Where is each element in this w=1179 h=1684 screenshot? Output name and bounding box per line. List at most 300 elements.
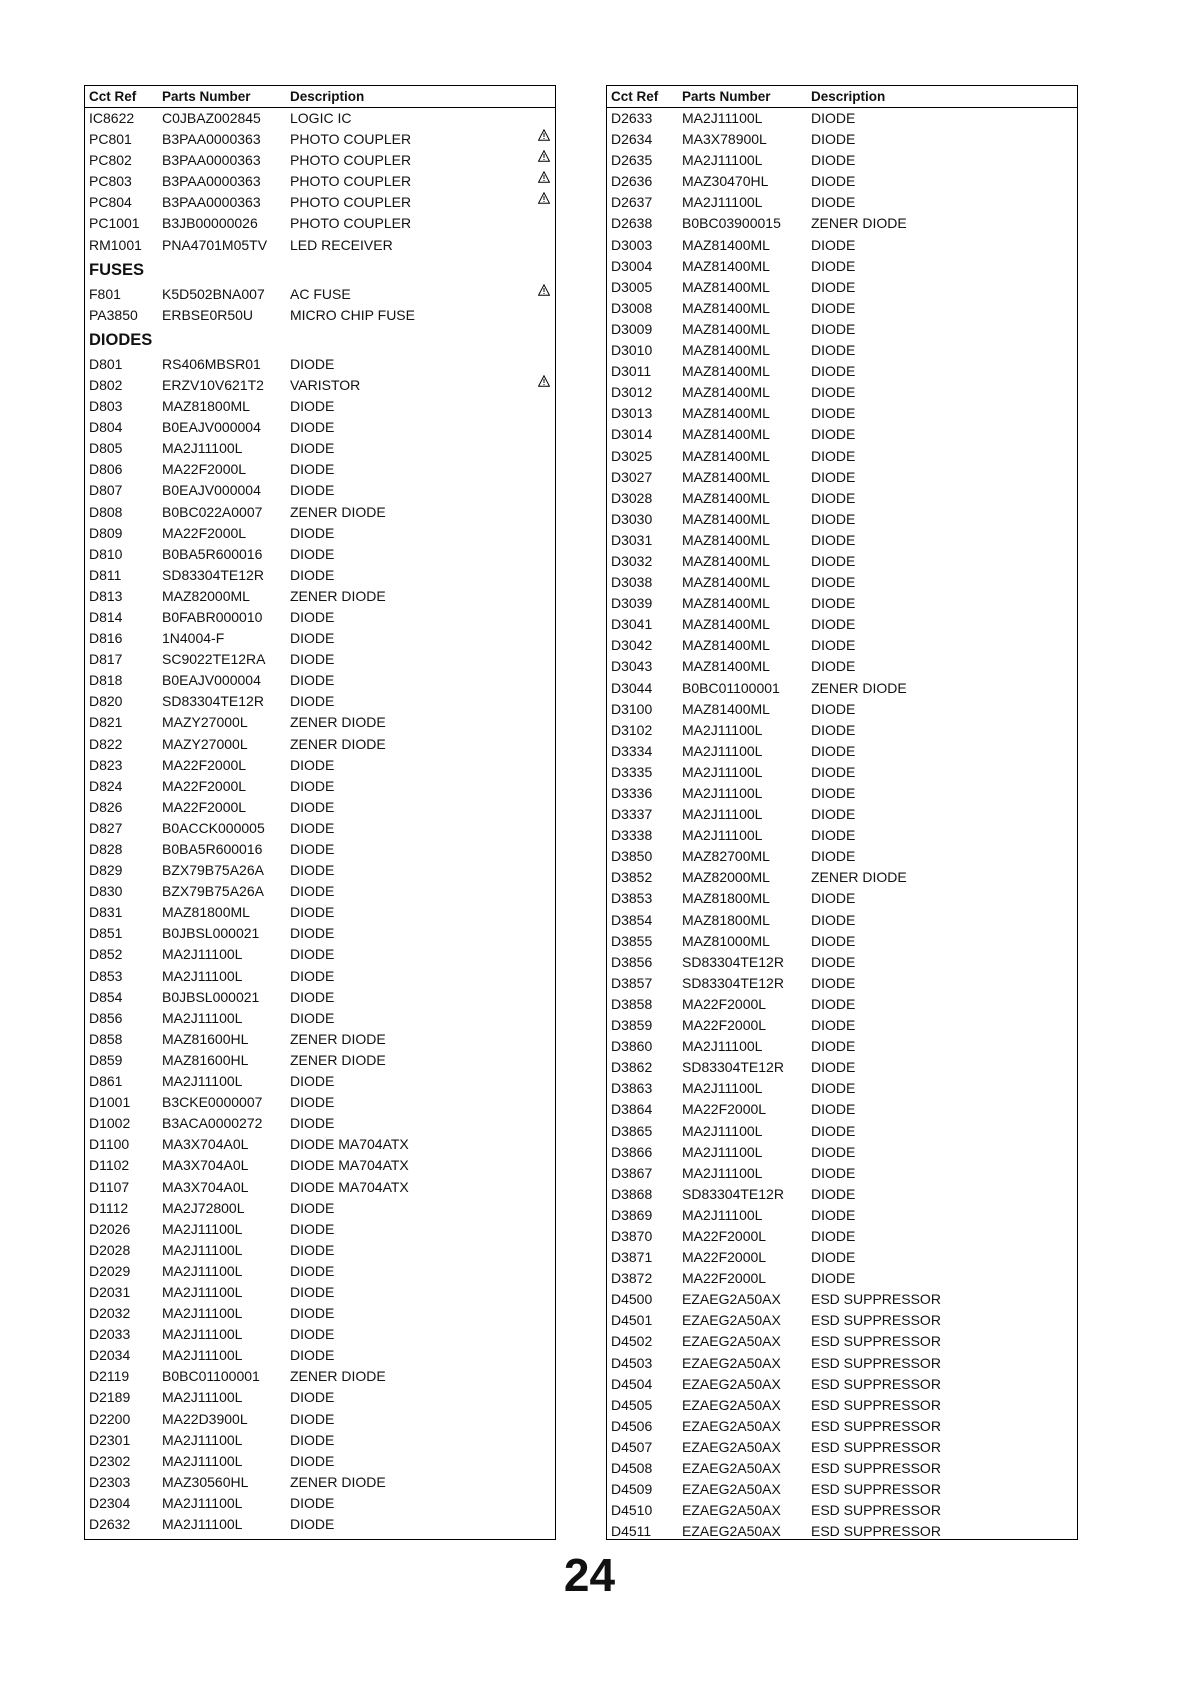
description-cell: LED RECEIVER bbox=[290, 236, 393, 253]
parts-number-cell: MA2J11100L bbox=[682, 806, 763, 823]
description-cell: DIODE bbox=[811, 384, 856, 401]
cct-ref-cell: D3041 bbox=[611, 616, 653, 633]
table-row bbox=[607, 741, 1077, 762]
description-cell: DIODE bbox=[290, 1283, 335, 1300]
parts-number-cell: B3PAA0000363 bbox=[162, 152, 261, 169]
table-row bbox=[85, 1092, 555, 1113]
cct-ref-cell: D2637 bbox=[611, 194, 653, 211]
table-row bbox=[607, 867, 1077, 888]
table-row bbox=[607, 1521, 1077, 1542]
table-row bbox=[607, 1036, 1077, 1057]
cct-ref-cell: D3004 bbox=[611, 257, 653, 274]
table-row bbox=[607, 1416, 1077, 1437]
parts-number-cell: MA2J11100L bbox=[162, 1431, 243, 1448]
parts-number-cell: MA3X78900L bbox=[682, 131, 767, 148]
cct-ref-cell: D820 bbox=[89, 693, 123, 710]
parts-number-cell: MA2J11100L bbox=[162, 1494, 243, 1511]
table-row bbox=[85, 860, 555, 881]
parts-number-cell: B0JBSL000021 bbox=[162, 925, 260, 942]
parts-number-cell: MA2J11100L bbox=[162, 1326, 243, 1343]
table-row bbox=[607, 614, 1077, 635]
description-cell: ZENER DIODE bbox=[290, 714, 386, 731]
parts-number-cell: BZX79B75A26A bbox=[162, 862, 264, 879]
table-row bbox=[607, 994, 1077, 1015]
parts-number-cell: MAZ81400ML bbox=[682, 278, 770, 295]
table-row bbox=[85, 755, 555, 776]
cct-ref-cell: D827 bbox=[89, 819, 123, 836]
cct-ref-cell: D859 bbox=[89, 1051, 123, 1068]
table-row bbox=[607, 403, 1077, 424]
description-cell: DIODE bbox=[811, 173, 856, 190]
parts-number-cell: MA2J11100L bbox=[162, 1009, 243, 1026]
description-cell: DIODE bbox=[811, 299, 856, 316]
cct-ref-cell: D3867 bbox=[611, 1164, 653, 1181]
description-cell: DIODE bbox=[290, 355, 335, 372]
table-row bbox=[85, 839, 555, 860]
parts-number-cell: B0EAJV000004 bbox=[162, 672, 261, 689]
description-cell: DIODE bbox=[811, 278, 856, 295]
cct-ref-cell: D829 bbox=[89, 862, 123, 879]
parts-number-cell: MA2J72800L bbox=[162, 1199, 245, 1216]
table-row bbox=[607, 910, 1077, 931]
table-row bbox=[85, 1493, 555, 1514]
cct-ref-cell: D2632 bbox=[89, 1516, 131, 1532]
cct-ref-cell: D3100 bbox=[611, 700, 653, 717]
parts-number-cell: EZAEG2A50AX bbox=[682, 1523, 781, 1540]
cct-ref-cell: D2119 bbox=[89, 1368, 130, 1385]
parts-number-cell: 1N4004-F bbox=[162, 630, 225, 647]
cct-ref-cell: D3852 bbox=[611, 869, 653, 886]
description-cell: VARISTOR bbox=[290, 376, 361, 393]
parts-number-cell: SD83304TE12R bbox=[682, 1185, 784, 1202]
description-cell: DIODE bbox=[811, 426, 856, 443]
table-row bbox=[607, 1479, 1077, 1500]
table-row bbox=[85, 1050, 555, 1071]
table-row bbox=[607, 762, 1077, 783]
parts-number-cell: EZAEG2A50AX bbox=[682, 1396, 781, 1413]
description-cell: DIODE bbox=[290, 756, 335, 773]
cct-ref-cell: D2634 bbox=[611, 131, 653, 148]
description-cell: DIODE bbox=[811, 1270, 856, 1287]
description-cell: DIODE bbox=[811, 363, 856, 380]
cct-ref-cell: D3030 bbox=[611, 510, 653, 527]
parts-number-cell: MA2J11100L bbox=[682, 110, 763, 126]
section-heading: DIODES bbox=[89, 330, 153, 349]
parts-number-cell: MA2J11100L bbox=[162, 1516, 243, 1532]
parts-number-cell: EZAEG2A50AX bbox=[682, 1312, 781, 1329]
parts-number-cell: MA2J11100L bbox=[162, 1220, 243, 1237]
parts-number-cell: MA2J11100L bbox=[682, 1080, 763, 1097]
parts-number-cell: MA22F2000L bbox=[162, 461, 247, 478]
table-row bbox=[607, 361, 1077, 382]
description-cell: DIODE bbox=[290, 904, 335, 921]
parts-number-cell: MA2J11100L bbox=[162, 946, 243, 963]
table-row bbox=[85, 305, 555, 326]
cct-ref-cell: PC804 bbox=[89, 194, 132, 211]
table-row bbox=[85, 1113, 555, 1134]
description-cell: DIODE bbox=[811, 1164, 856, 1181]
parts-number-cell: MA22F2000L bbox=[682, 995, 767, 1012]
parts-number-cell: MAZ81400ML bbox=[682, 468, 770, 485]
cct-ref-cell: D3042 bbox=[611, 637, 653, 654]
table-row bbox=[85, 1387, 555, 1408]
parts-number-cell: MA3X704A0L bbox=[162, 1157, 249, 1174]
description-cell: ZENER DIODE bbox=[290, 735, 386, 752]
table-row bbox=[85, 1198, 555, 1219]
cct-ref-cell: D3855 bbox=[611, 932, 653, 949]
cct-ref-cell: D3337 bbox=[611, 806, 653, 823]
description-cell: DIODE bbox=[811, 785, 856, 801]
description-cell: DIODE bbox=[290, 862, 335, 879]
table-row bbox=[85, 1409, 555, 1430]
description-cell: DIODE bbox=[811, 468, 856, 485]
description-cell: DIODE bbox=[290, 566, 335, 583]
cct-ref-cell: D3863 bbox=[611, 1080, 653, 1097]
parts-number-cell: MAZ81400ML bbox=[682, 616, 770, 633]
parts-number-cell: MA2J11100L bbox=[162, 440, 243, 457]
parts-number-cell: MA2J11100L bbox=[162, 1305, 243, 1322]
cct-ref-cell: D3025 bbox=[611, 447, 653, 464]
table-row bbox=[607, 192, 1077, 213]
cct-ref-cell: D811 bbox=[89, 566, 122, 583]
table-row bbox=[85, 1177, 555, 1198]
parts-number-cell: MAZ30470HL bbox=[682, 173, 769, 190]
cct-ref-cell: D4502 bbox=[611, 1333, 653, 1350]
parts-number-cell: ERBSE0R50U bbox=[162, 306, 254, 323]
cct-ref-cell: D814 bbox=[89, 608, 123, 625]
cct-ref-cell: D824 bbox=[89, 777, 123, 794]
cct-ref-cell: D801 bbox=[89, 355, 123, 372]
description-cell: DIODE bbox=[811, 194, 856, 211]
table-row bbox=[607, 1142, 1077, 1163]
description-cell: DIODE bbox=[811, 595, 856, 612]
table-row bbox=[607, 235, 1077, 256]
table-row bbox=[85, 712, 555, 733]
description-cell: ESD SUPPRESSOR bbox=[811, 1460, 941, 1476]
cct-ref-cell: D3859 bbox=[611, 1017, 653, 1034]
cct-ref-cell: D809 bbox=[89, 524, 123, 541]
cct-ref-cell: D3857 bbox=[611, 974, 653, 991]
table-row bbox=[607, 635, 1077, 656]
description-cell: DIODE bbox=[290, 1199, 335, 1216]
table-row bbox=[85, 691, 555, 712]
parts-number-cell: B0FABR000010 bbox=[162, 608, 263, 625]
cct-ref-cell: D2026 bbox=[89, 1220, 131, 1237]
cct-ref-cell: D3860 bbox=[611, 1038, 653, 1055]
description-cell: DIODE bbox=[811, 1249, 856, 1266]
table-row bbox=[85, 607, 555, 628]
parts-number-cell: K5D502BNA007 bbox=[162, 285, 265, 302]
cct-ref-cell: D805 bbox=[89, 440, 123, 457]
description-cell: DIODE bbox=[290, 630, 335, 647]
description-cell: DIODE bbox=[290, 672, 335, 689]
parts-number-cell: MAZ82000ML bbox=[682, 869, 770, 886]
description-cell: DIODE bbox=[811, 1017, 856, 1034]
parts-number-cell: MA2J11100L bbox=[162, 1389, 243, 1406]
parts-number-cell: EZAEG2A50AX bbox=[682, 1375, 781, 1392]
parts-number-cell: MA22D3900L bbox=[162, 1410, 248, 1427]
description-cell: DIODE bbox=[811, 658, 856, 675]
cct-ref-cell: D2031 bbox=[89, 1283, 131, 1300]
cct-ref-cell: D3027 bbox=[611, 468, 653, 485]
description-cell: DIODE bbox=[811, 1185, 856, 1202]
parts-number-cell: SD83304TE12R bbox=[682, 953, 784, 970]
cct-ref-cell: D828 bbox=[89, 841, 123, 857]
cct-ref-cell: D1002 bbox=[89, 1115, 131, 1132]
cct-ref-cell: D3335 bbox=[611, 763, 653, 780]
description-cell: DIODE bbox=[290, 798, 335, 815]
parts-number-cell: MA3X704A0L bbox=[162, 1178, 249, 1195]
table-row bbox=[85, 586, 555, 607]
description-cell: DIODE bbox=[811, 742, 856, 759]
parts-number-cell: MA2J11100L bbox=[162, 1283, 243, 1300]
table-row bbox=[85, 150, 555, 171]
parts-number-cell: MAZ81400ML bbox=[682, 447, 770, 464]
description-cell: ESD SUPPRESSOR bbox=[811, 1481, 941, 1498]
cct-ref-cell: D3870 bbox=[611, 1227, 653, 1244]
table-row bbox=[607, 1121, 1077, 1142]
table-row bbox=[85, 628, 555, 649]
cct-ref-cell: PC801 bbox=[89, 131, 132, 148]
safety-warning-icon bbox=[538, 150, 550, 162]
description-cell: ZENER DIODE bbox=[290, 1368, 386, 1385]
parts-number-cell: MAZ30560HL bbox=[162, 1473, 249, 1490]
table-row bbox=[607, 1331, 1077, 1352]
parts-number-cell: MA22F2000L bbox=[682, 1270, 767, 1287]
cct-ref-cell: D3102 bbox=[611, 721, 653, 738]
description-cell: ZENER DIODE bbox=[290, 503, 386, 520]
parts-number-cell: MA2J11100L bbox=[162, 1347, 243, 1364]
parts-number-cell: C0JBAZ002845 bbox=[162, 110, 261, 126]
parts-number-cell: MAZ81400ML bbox=[682, 236, 770, 253]
parts-number-cell: EZAEG2A50AX bbox=[682, 1502, 781, 1519]
cct-ref-cell: D831 bbox=[89, 904, 123, 921]
description-cell: DIODE bbox=[811, 1101, 856, 1118]
table-row bbox=[85, 734, 555, 755]
description-cell: ZENER DIODE bbox=[811, 869, 907, 886]
left-table-header bbox=[85, 86, 555, 108]
description-cell: DIODE bbox=[290, 608, 335, 625]
parts-number-cell: MA2J11100L bbox=[162, 1262, 243, 1279]
parts-number-cell: MAZ81400ML bbox=[682, 531, 770, 548]
description-cell: PHOTO COUPLER bbox=[290, 215, 412, 232]
cct-ref-cell: D2304 bbox=[89, 1494, 131, 1511]
description-cell: DIODE bbox=[811, 1122, 856, 1139]
left-parts-table bbox=[84, 85, 556, 1540]
parts-number-cell: MAZ81400ML bbox=[682, 574, 770, 591]
description-cell: DIODE bbox=[290, 419, 335, 436]
table-row bbox=[607, 1437, 1077, 1458]
cct-ref-cell: D804 bbox=[89, 419, 123, 436]
table-row bbox=[85, 438, 555, 459]
cct-ref-cell: D2638 bbox=[611, 215, 653, 232]
table-row bbox=[85, 1029, 555, 1050]
table-row bbox=[85, 354, 555, 375]
table-row bbox=[607, 1458, 1077, 1479]
parts-number-cell: EZAEG2A50AX bbox=[682, 1481, 781, 1498]
description-cell: ESD SUPPRESSOR bbox=[811, 1396, 941, 1413]
table-row bbox=[85, 1324, 555, 1345]
parts-number-cell: B3PAA0000363 bbox=[162, 173, 261, 190]
parts-number-cell: B0ACCK000005 bbox=[162, 819, 265, 836]
cct-ref-cell: D816 bbox=[89, 630, 123, 647]
description-cell: DIODE bbox=[811, 1143, 856, 1160]
description-header: Description bbox=[290, 89, 365, 104]
description-cell: ZENER DIODE bbox=[290, 587, 386, 604]
parts-number-cell: RS406MBSR01 bbox=[162, 355, 261, 372]
parts-number-cell: MAZ81400ML bbox=[682, 510, 770, 527]
parts-number-cell: B0BC03900015 bbox=[682, 215, 781, 232]
parts-number-cell: MA2J11100L bbox=[682, 1122, 763, 1139]
parts-number-cell: MAZ81400ML bbox=[682, 426, 770, 443]
parts-number-cell: SD83304TE12R bbox=[162, 693, 264, 710]
cct-ref-cell: D813 bbox=[89, 587, 123, 604]
table-row bbox=[607, 298, 1077, 319]
description-cell: DIODE bbox=[811, 257, 856, 274]
description-cell: ESD SUPPRESSOR bbox=[811, 1291, 941, 1308]
table-row bbox=[607, 551, 1077, 572]
cct-ref-cell: D3039 bbox=[611, 595, 653, 612]
cct-ref-cell: D3865 bbox=[611, 1122, 653, 1139]
parts-number-cell: MAZ81400ML bbox=[682, 320, 770, 337]
parts-number-cell: MA2J11100L bbox=[682, 742, 763, 759]
cct-ref-cell: D2303 bbox=[89, 1473, 131, 1490]
parts-number-cell: MAZY27000L bbox=[162, 714, 248, 731]
description-cell: ZENER DIODE bbox=[811, 679, 907, 696]
description-cell: DIODE bbox=[811, 131, 856, 148]
parts-number-cell: EZAEG2A50AX bbox=[682, 1438, 781, 1455]
description-cell: DIODE bbox=[811, 616, 856, 633]
cct-ref-cell: D4504 bbox=[611, 1375, 653, 1392]
parts-number-cell: MA22F2000L bbox=[682, 1101, 767, 1118]
cct-ref-cell: D810 bbox=[89, 545, 123, 562]
description-header: Description bbox=[811, 89, 886, 104]
parts-number-cell: MA2J11100L bbox=[682, 152, 763, 169]
cct-ref-cell: D2029 bbox=[89, 1262, 131, 1279]
table-row bbox=[85, 881, 555, 902]
table-row bbox=[85, 235, 555, 256]
description-cell: DIODE bbox=[290, 693, 335, 710]
parts-number-cell: B3PAA0000363 bbox=[162, 194, 261, 211]
table-row bbox=[607, 1078, 1077, 1099]
table-row bbox=[85, 1071, 555, 1092]
parts-number-cell: MA2J11100L bbox=[682, 1206, 763, 1223]
parts-number-cell: MA3X704A0L bbox=[162, 1136, 249, 1153]
parts-number-cell: SC9022TE12RA bbox=[162, 651, 266, 668]
cct-ref-cell: D2032 bbox=[89, 1305, 131, 1322]
table-row bbox=[85, 192, 555, 213]
cct-ref-cell: D858 bbox=[89, 1030, 123, 1047]
parts-number-cell: MAZ81400ML bbox=[682, 489, 770, 506]
parts-number-header: Parts Number bbox=[682, 89, 771, 104]
cct-ref-cell: D3003 bbox=[611, 236, 653, 253]
description-cell: DIODE bbox=[811, 1038, 856, 1055]
table-row bbox=[607, 1205, 1077, 1226]
description-cell: DIODE bbox=[811, 911, 856, 928]
parts-number-cell: MAZ81400ML bbox=[682, 637, 770, 654]
table-row bbox=[607, 888, 1077, 909]
parts-number-cell: B3ACA0000272 bbox=[162, 1115, 263, 1132]
parts-number-cell: MAZ81400ML bbox=[682, 700, 770, 717]
description-cell: MICRO CHIP FUSE bbox=[290, 306, 415, 323]
cct-ref-cell: D853 bbox=[89, 967, 123, 984]
parts-number-cell: EZAEG2A50AX bbox=[682, 1354, 781, 1371]
parts-number-cell: MAZ81400ML bbox=[682, 658, 770, 675]
description-cell: DIODE bbox=[290, 1494, 335, 1511]
parts-number-cell: MAZ81400ML bbox=[682, 384, 770, 401]
description-cell: ESD SUPPRESSOR bbox=[811, 1502, 941, 1519]
description-cell: DIODE bbox=[290, 440, 335, 457]
page-number: 24 bbox=[563, 1549, 616, 1601]
cct-ref-cell: D4503 bbox=[611, 1354, 653, 1371]
table-row bbox=[85, 1240, 555, 1261]
description-cell: DIODE bbox=[290, 819, 335, 836]
description-cell: DIODE bbox=[811, 806, 856, 823]
table-row bbox=[85, 923, 555, 944]
description-cell: DIODE bbox=[290, 777, 335, 794]
table-row bbox=[607, 1395, 1077, 1416]
cct-ref-cell: D3866 bbox=[611, 1143, 653, 1160]
description-cell: ZENER DIODE bbox=[290, 1473, 386, 1490]
table-row bbox=[607, 1099, 1077, 1120]
parts-number-cell: B0JBSL000021 bbox=[162, 988, 260, 1005]
table-row bbox=[607, 171, 1077, 192]
cct-ref-cell: D808 bbox=[89, 503, 123, 520]
cct-ref-header: Cct Ref bbox=[89, 89, 137, 104]
parts-number-cell: B3JB00000026 bbox=[162, 215, 258, 232]
cct-ref-cell: D851 bbox=[89, 925, 123, 942]
table-row bbox=[607, 1353, 1077, 1374]
table-row bbox=[85, 1219, 555, 1240]
cct-ref-cell: D2301 bbox=[89, 1431, 131, 1448]
cct-ref-cell: RM1001 bbox=[89, 236, 142, 253]
table-row bbox=[85, 776, 555, 797]
cct-ref-cell: D3038 bbox=[611, 574, 653, 591]
description-cell: PHOTO COUPLER bbox=[290, 194, 412, 211]
parts-number-cell: MAZ82000ML bbox=[162, 587, 250, 604]
parts-number-cell: B3PAA0000363 bbox=[162, 131, 261, 148]
cct-ref-cell: D826 bbox=[89, 798, 123, 815]
description-cell: DIODE MA704ATX bbox=[290, 1157, 409, 1174]
table-row bbox=[607, 150, 1077, 171]
parts-number-cell: MAZ81600HL bbox=[162, 1030, 249, 1047]
cct-ref-cell: D856 bbox=[89, 1009, 123, 1026]
table-row bbox=[607, 825, 1077, 846]
table-row bbox=[607, 931, 1077, 952]
parts-number-cell: MA2J11100L bbox=[682, 194, 763, 211]
cct-ref-cell: D3850 bbox=[611, 848, 653, 865]
table-row bbox=[607, 699, 1077, 720]
cct-ref-cell: D4507 bbox=[611, 1438, 653, 1455]
parts-number-cell: B0BA5R600016 bbox=[162, 545, 263, 562]
left-table-body bbox=[85, 108, 555, 1535]
cct-ref-cell: PC1001 bbox=[89, 215, 140, 232]
cct-ref-cell: D3336 bbox=[611, 785, 653, 801]
parts-number-cell: EZAEG2A50AX bbox=[682, 1333, 781, 1350]
safety-warning-icon bbox=[538, 192, 550, 204]
cct-ref-cell: D3858 bbox=[611, 995, 653, 1012]
safety-warning-icon bbox=[538, 129, 550, 141]
table-row bbox=[607, 1500, 1077, 1521]
description-cell: DIODE bbox=[811, 890, 856, 907]
table-row bbox=[607, 952, 1077, 973]
cct-ref-cell: D3043 bbox=[611, 658, 653, 675]
cct-ref-cell: D823 bbox=[89, 756, 123, 773]
table-row bbox=[85, 284, 555, 305]
cct-ref-cell: D3854 bbox=[611, 911, 653, 928]
cct-ref-cell: PC802 bbox=[89, 152, 132, 169]
cct-ref-cell: D3011 bbox=[611, 363, 652, 380]
